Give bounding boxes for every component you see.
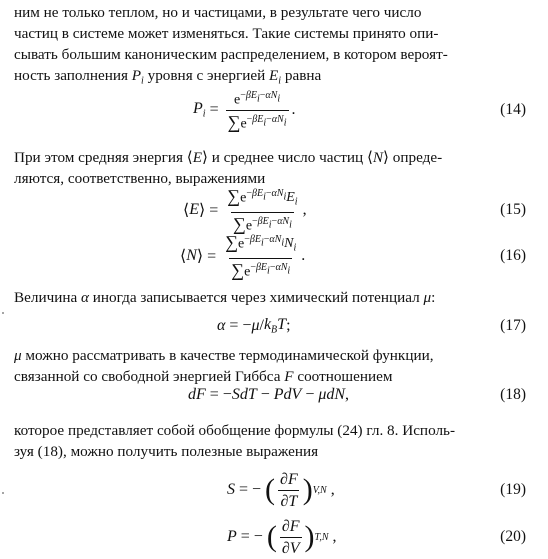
paragraph-averages bbox=[14, 147, 534, 189]
text-line: сывать большим каноническим распределением, в котором вероят- bbox=[14, 46, 448, 63]
equation-number: (15) bbox=[500, 201, 526, 218]
text-line: которое представляет собой обобщение формулы (24) гл. 8. Исполь- bbox=[14, 422, 456, 439]
equation-14-row bbox=[0, 90, 548, 130]
paragraph-grand-canonical bbox=[14, 2, 534, 92]
equation-17-row bbox=[0, 306, 548, 346]
text-line: частиц в системе может изменяться. Такие системы принято опи- bbox=[14, 25, 439, 42]
text-line: связанной со свободной энергией Гиббса F соотношением bbox=[14, 368, 393, 385]
equation-19-row bbox=[0, 468, 548, 512]
equation-number: (18) bbox=[500, 386, 526, 403]
equation-18: dF = − SdT − PdV − μdN , bbox=[188, 386, 350, 403]
equation-20: P = − ( $\frac{\partial F}{\partial V}$ ) T,N , bbox=[227, 517, 337, 557]
equation-18-row bbox=[0, 375, 548, 415]
equation-16: ⟨ N ⟩ = $\frac{\sum e^{-\beta E_i-\alpha N_i}N_i}{\sum e^{-\beta E_i-\alpha N_i}}$ . bbox=[180, 232, 306, 281]
equation-number: (19) bbox=[500, 481, 526, 498]
equation-15-row bbox=[0, 186, 548, 235]
text-line: Величина α иногда записывается через химический потенциал μ: bbox=[14, 289, 436, 306]
equation-19: S = − ( $\frac{\partial F}{\partial T}$ ) V,N , bbox=[227, 470, 335, 510]
text-line: При этом средняя энергия ⟨E⟩ и среднее число частиц ⟨N⟩ опреде- bbox=[14, 149, 443, 166]
paragraph-chemical-potential bbox=[14, 287, 534, 308]
equation-16-row bbox=[0, 232, 548, 281]
equation-number: (14) bbox=[500, 101, 526, 118]
equation-17: α = − μ / $k_BT$ ; bbox=[217, 316, 291, 336]
text-line: зуя (18), можно получить полезные выражения bbox=[14, 443, 319, 460]
text-line: ним не только теплом, но и частицами, в результате чего число bbox=[14, 4, 422, 21]
equation-number: (16) bbox=[500, 247, 526, 264]
equation-14: $P_i$ = $\frac{e^{-\beta E_i-\alpha N_i}}{\sum e^{-\beta E_i-\alpha N_i}}$ . bbox=[193, 90, 296, 132]
text-line: μ можно рассматривать в качестве термодинамической функции, bbox=[14, 347, 434, 364]
text-line: ляются, соответственно, выражениями bbox=[14, 170, 266, 187]
equation-number: (20) bbox=[500, 528, 526, 545]
equation-number: (17) bbox=[500, 317, 526, 334]
equation-20-row bbox=[0, 515, 548, 559]
paragraph-useful-expressions bbox=[14, 420, 534, 462]
equation-15: ⟨ E ⟩ = $\frac{\sum e^{-\beta E_i-\alpha N_i}E_i}{\sum e^{-\beta E_i-\alpha N_i}}$ , bbox=[183, 186, 307, 235]
text-line: ность заполнения $P_i$ уровня с энергией $E_i$ равна bbox=[14, 67, 322, 87]
